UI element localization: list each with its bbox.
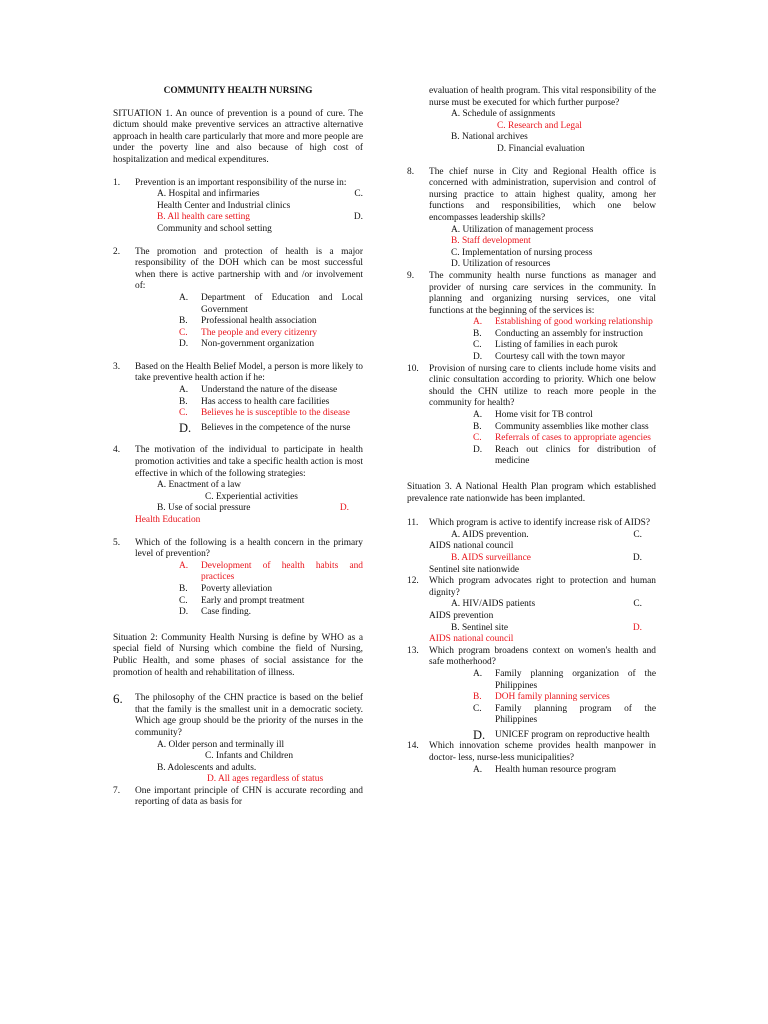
option-b: B. Community assemblies like mother class	[473, 421, 649, 432]
question-number: 13.	[407, 645, 419, 656]
question-text: The promotion and protection of health is a major responsibility of the DOH which can be most successful when there is active partnership with and /or involvement of:	[135, 246, 363, 292]
option-a: A. Family planning organization of the Philippines	[473, 668, 656, 691]
question-text: Prevention is an important responsibility of the nurse in:	[135, 177, 347, 188]
right-column	[407, 86, 656, 776]
option-a: A. AIDS prevention.	[451, 529, 529, 540]
option-b: B. Adolescents and adults.	[157, 762, 257, 773]
question-number: 14.	[407, 741, 419, 752]
question-5	[113, 538, 363, 619]
question-text: Which program advocates right to protection and human dignity?	[429, 576, 656, 598]
option-d-answer: D. All ages regardless of status	[207, 774, 324, 785]
option-b: B. Sentinel site	[451, 622, 509, 633]
option-c: C. Infants and Children	[205, 751, 294, 762]
option-d-answer: Health Education	[135, 515, 201, 525]
question-text: Which program broadens context on women's health and safe motherhood?	[429, 645, 656, 668]
option-a: A. Home visit for TB control	[473, 410, 593, 421]
option-c: C. Experiential activities	[205, 491, 298, 502]
option-d-label: D.	[339, 503, 349, 514]
option-a: A. Schedule of assignments	[451, 109, 556, 120]
option-b-answer: B. All health care setting	[157, 212, 250, 223]
left-column	[113, 86, 363, 809]
option-a: A. Understand the nature of the disease	[179, 385, 338, 396]
situation-3-text: Situation 3. A National Health Plan program which established prevalence rate nationwide has been implanted.	[407, 482, 656, 504]
option-d: D. UNICEF program on reproductive health	[473, 727, 650, 742]
option-d: D. Case finding.	[179, 607, 251, 618]
question-text-part-1: One important principle of CHN is accurate recording and reporting of data as basis for	[135, 785, 363, 808]
option-b: B. National archives	[451, 132, 528, 143]
option-c: AIDS prevention	[429, 610, 494, 621]
option-b: B. Conducting an assembly for instruction	[473, 328, 643, 339]
question-7	[113, 786, 363, 809]
question-text: The motivation of the individual to participate in health promotion activities and take a specific health action is most effective in which of the following strategies:	[135, 445, 363, 479]
option-b: B. Has access to health care facilities	[179, 396, 330, 407]
question-text-part-2: evaluation of health program. This vital responsibility of the nurse must be executed for which further purpose?	[429, 86, 656, 108]
option-d-answer: AIDS national council	[429, 634, 514, 645]
option-c: AIDS national council	[429, 541, 514, 552]
question-number: 8.	[407, 166, 415, 177]
option-a: A. Enactment of a law	[157, 480, 242, 491]
option-d: D. Financial evaluation	[497, 143, 585, 154]
option-d-label: D.	[632, 552, 642, 563]
document-title: COMMUNITY HEALTH NURSING	[163, 86, 313, 96]
option-c-label: C.	[354, 189, 363, 200]
option-c-answer: C. Research and Legal	[497, 120, 582, 131]
question-text: The community health nurse functions as manager and provider of nursing care services in the community. In planning and organizing nursing services, one vital functions at the beginning of the services is:	[429, 270, 656, 316]
option-b-answer: B. DOH family planning services	[473, 692, 610, 703]
option-c: C. Family planning program of the Philippines	[473, 703, 656, 726]
question-text: The chief nurse in City and Regional Health office is concerned with administration, supervision and control of nursing practice to attain highest quality, among her functions and responsibilities, which one below encompasses leadership skills?	[429, 166, 656, 223]
question-14	[407, 741, 656, 776]
option-b: B. Use of social pressure	[157, 503, 251, 514]
question-text: Which innovation scheme provides health manpower in doctor- less, nurse-less municipalities?	[429, 741, 656, 764]
question-text: The philosophy of the CHN practice is based on the belief that the family is the smallest unit in a democratic society. Which age group should be the priority of the nurses in the community?	[135, 693, 363, 738]
option-b-answer: B. AIDS surveillance	[451, 552, 531, 563]
question-2	[113, 247, 363, 351]
question-number: 5.	[113, 537, 121, 548]
question-number: 4.	[113, 445, 121, 456]
question-number: 2.	[113, 246, 121, 257]
question-text: Based on the Health Belief Model, a person is more likely to take preventive health action if he:	[135, 361, 363, 384]
option-a: A. HIV/AIDS patients	[451, 599, 536, 610]
option-d: D. Reach out clinics for distribution of medicine	[473, 444, 656, 467]
option-a: A. Department of Education and Local Government	[179, 292, 363, 315]
option-c: C. Early and prompt treatment	[179, 595, 305, 606]
question-3	[113, 362, 363, 435]
option-d: D. Non-government organization	[179, 339, 315, 350]
question-number: 11.	[407, 518, 419, 529]
option-a: A. Utilization of management process	[451, 224, 594, 235]
option-b-answer: B. Staff development	[451, 236, 531, 247]
question-text: Which program is active to identify increase risk of AIDS?	[429, 518, 651, 529]
option-d: Community and school setting	[157, 223, 272, 234]
situation-1-text: SITUATION 1. An ounce of prevention is a pound of cure. The dictum should make preventive services an attractive alternative approach in health care particularly that more and more people are under the poverty line and also because of high cost of hospitalization and medical expenditures.	[113, 108, 363, 165]
question-number: 7.	[113, 785, 121, 796]
question-9	[407, 271, 656, 364]
question-1	[113, 178, 363, 236]
question-12	[407, 576, 656, 646]
option-c: Health Center and Industrial clinics	[157, 200, 291, 211]
situation-2-text: Situation 2: Community Health Nursing is define by WHO as a special field of Nursing which combine the field of Nursing, Public Health, and some phases of social assistance for the promotion of health and rehabilitation of illness.	[113, 632, 363, 678]
question-8	[407, 167, 656, 271]
question-13	[407, 646, 656, 742]
option-c-answer: C. Referrals of cases to appropriate agencies	[473, 433, 651, 444]
option-d: D. Courtesy call with the town mayor	[473, 352, 625, 363]
option-d: D. Believes in the competence of the nurse	[179, 420, 351, 435]
option-a: A. Older person and terminally ill	[157, 739, 285, 750]
question-number: 3.	[113, 361, 121, 372]
option-b: B. Professional health association	[179, 316, 317, 327]
option-d: Sentinel site nationwide	[429, 564, 520, 575]
question-number: 9.	[407, 270, 415, 281]
option-d-label: D.	[353, 212, 363, 223]
option-d: D. Utilization of resources	[451, 259, 551, 270]
option-a: A. Health human resource program	[473, 764, 617, 775]
option-c: C. Listing of families in each purok	[473, 340, 618, 351]
option-c: C. Implementation of nursing process	[451, 247, 593, 258]
question-text: Provision of nursing care to clients include home visits and clinic consultation according to priority. Which one below should the CHN utilize to reach more people in the community for health?	[429, 363, 656, 409]
question-6	[113, 693, 363, 786]
option-c-label: C.	[633, 599, 642, 610]
option-c-label: C.	[633, 529, 642, 540]
option-a-answer: A. Establishing of good working relationship	[473, 317, 653, 328]
question-7-continued	[407, 86, 656, 156]
question-text: Which of the following is a health concern in the primary level of prevention?	[135, 537, 363, 560]
question-4	[113, 445, 363, 526]
question-number: 1.	[113, 177, 121, 188]
question-10	[407, 364, 656, 468]
question-11	[407, 518, 656, 576]
question-number: 6.	[113, 691, 123, 707]
option-d-label: D.	[632, 622, 642, 633]
question-number: 12.	[407, 576, 419, 587]
option-a: A. Hospital and infirmaries	[157, 189, 260, 200]
question-number: 10.	[407, 363, 419, 374]
option-b: B. Poverty alleviation	[179, 583, 273, 594]
option-c-answer: C. The people and every citizenry	[179, 327, 318, 338]
option-a-answer: A. Development of health habits and practices	[179, 560, 363, 583]
option-c-answer: C. Believes he is susceptible to the disease	[179, 408, 350, 419]
